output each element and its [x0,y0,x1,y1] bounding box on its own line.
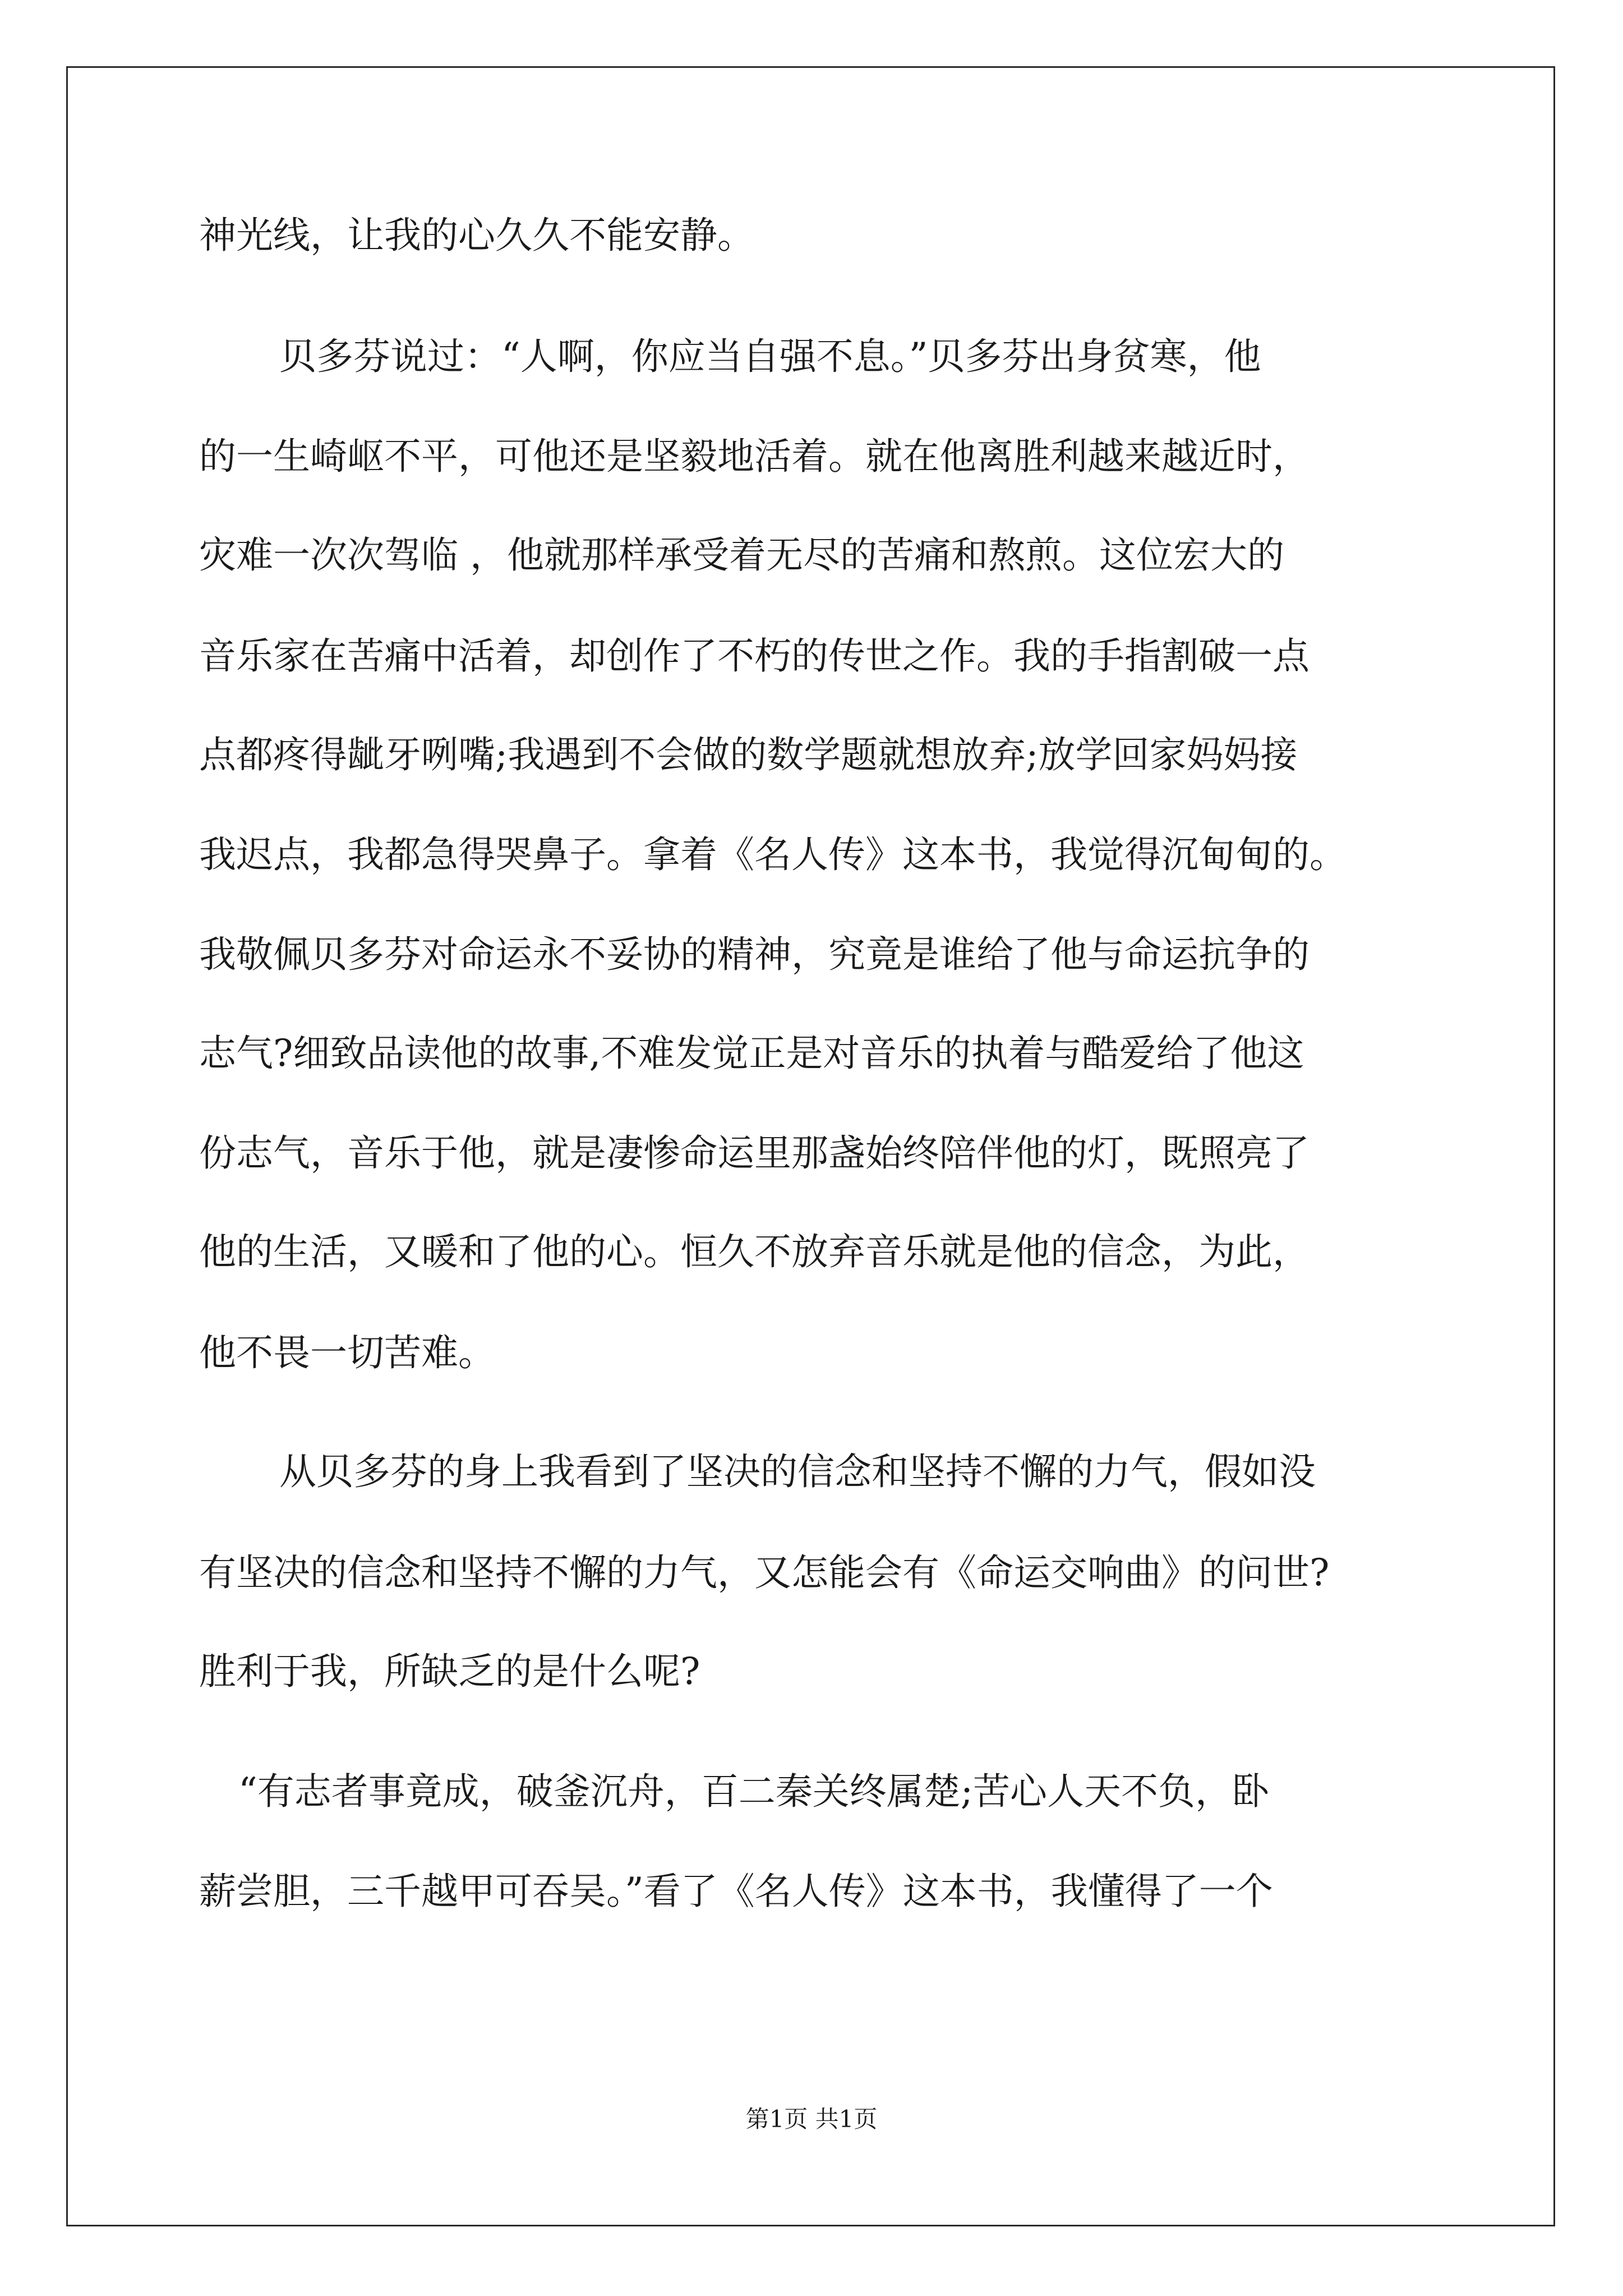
text-line-6: 点都疼得龇牙咧嘴;我遇到不会做的数学题就想放弃;放学回家妈妈接 [199,733,1298,776]
page-footer: 第1页 共1页 [745,2105,878,2133]
text-line-11: 他的生活，又暖和了他的心。恒久不放弃音乐就是他的信念，为此， [199,1230,1310,1273]
text-line-17: 薪尝胆，三千越甲可吞吴。”看了《名人传》这本书，我懂得了一个 [199,1870,1273,1913]
text-line-15: 胜利于我，所缺乏的是什么呢? [199,1650,700,1693]
text-line-12: 他不畏一切苦难。 [199,1331,495,1374]
text-line-7: 我迟点，我都急得哭鼻子。拿着《名人传》这本书，我觉得沉甸甸的。 [199,833,1347,876]
text-line-1: 神光线，让我的心久久不能安静。 [199,214,754,257]
text-line-2: 贝多芬说过：“人啊，你应当自强不息。”贝多芬出身贫寒，他 [279,335,1261,378]
text-line-9: 志气?细致品读他的故事,不难发觉正是对音乐的执着与酷爱给了他这 [199,1032,1304,1075]
text-line-3: 的一生崎岖不平，可他还是坚毅地活着。就在他离胜利越来越近时， [199,435,1310,478]
text-line-16: “有志者事竟成，破釜沉舟，百二秦关终属楚;苦心人天不负，卧 [238,1770,1269,1813]
text-line-14: 有坚决的信念和坚持不懈的力气，又怎能会有《命运交响曲》的问世? [199,1551,1330,1594]
text-line-10: 份志气，音乐于他，就是凄惨命运里那盏始终陪伴他的灯，既照亮了 [199,1131,1310,1175]
text-line-4: 灾难一次次驾临 ，他就那样承受着无尽的苦痛和熬煎。这位宏大的 [199,533,1284,577]
text-line-5: 音乐家在苦痛中活着，却创作了不朽的传世之作。我的手指割破一点 [199,634,1310,678]
text-line-8: 我敬佩贝多芬对命运永不妥协的精神，究竟是谁给了他与命运抗争的 [199,933,1310,976]
text-line-13: 从贝多芬的身上我看到了坚决的信念和坚持不懈的力气，假如没 [279,1450,1316,1493]
